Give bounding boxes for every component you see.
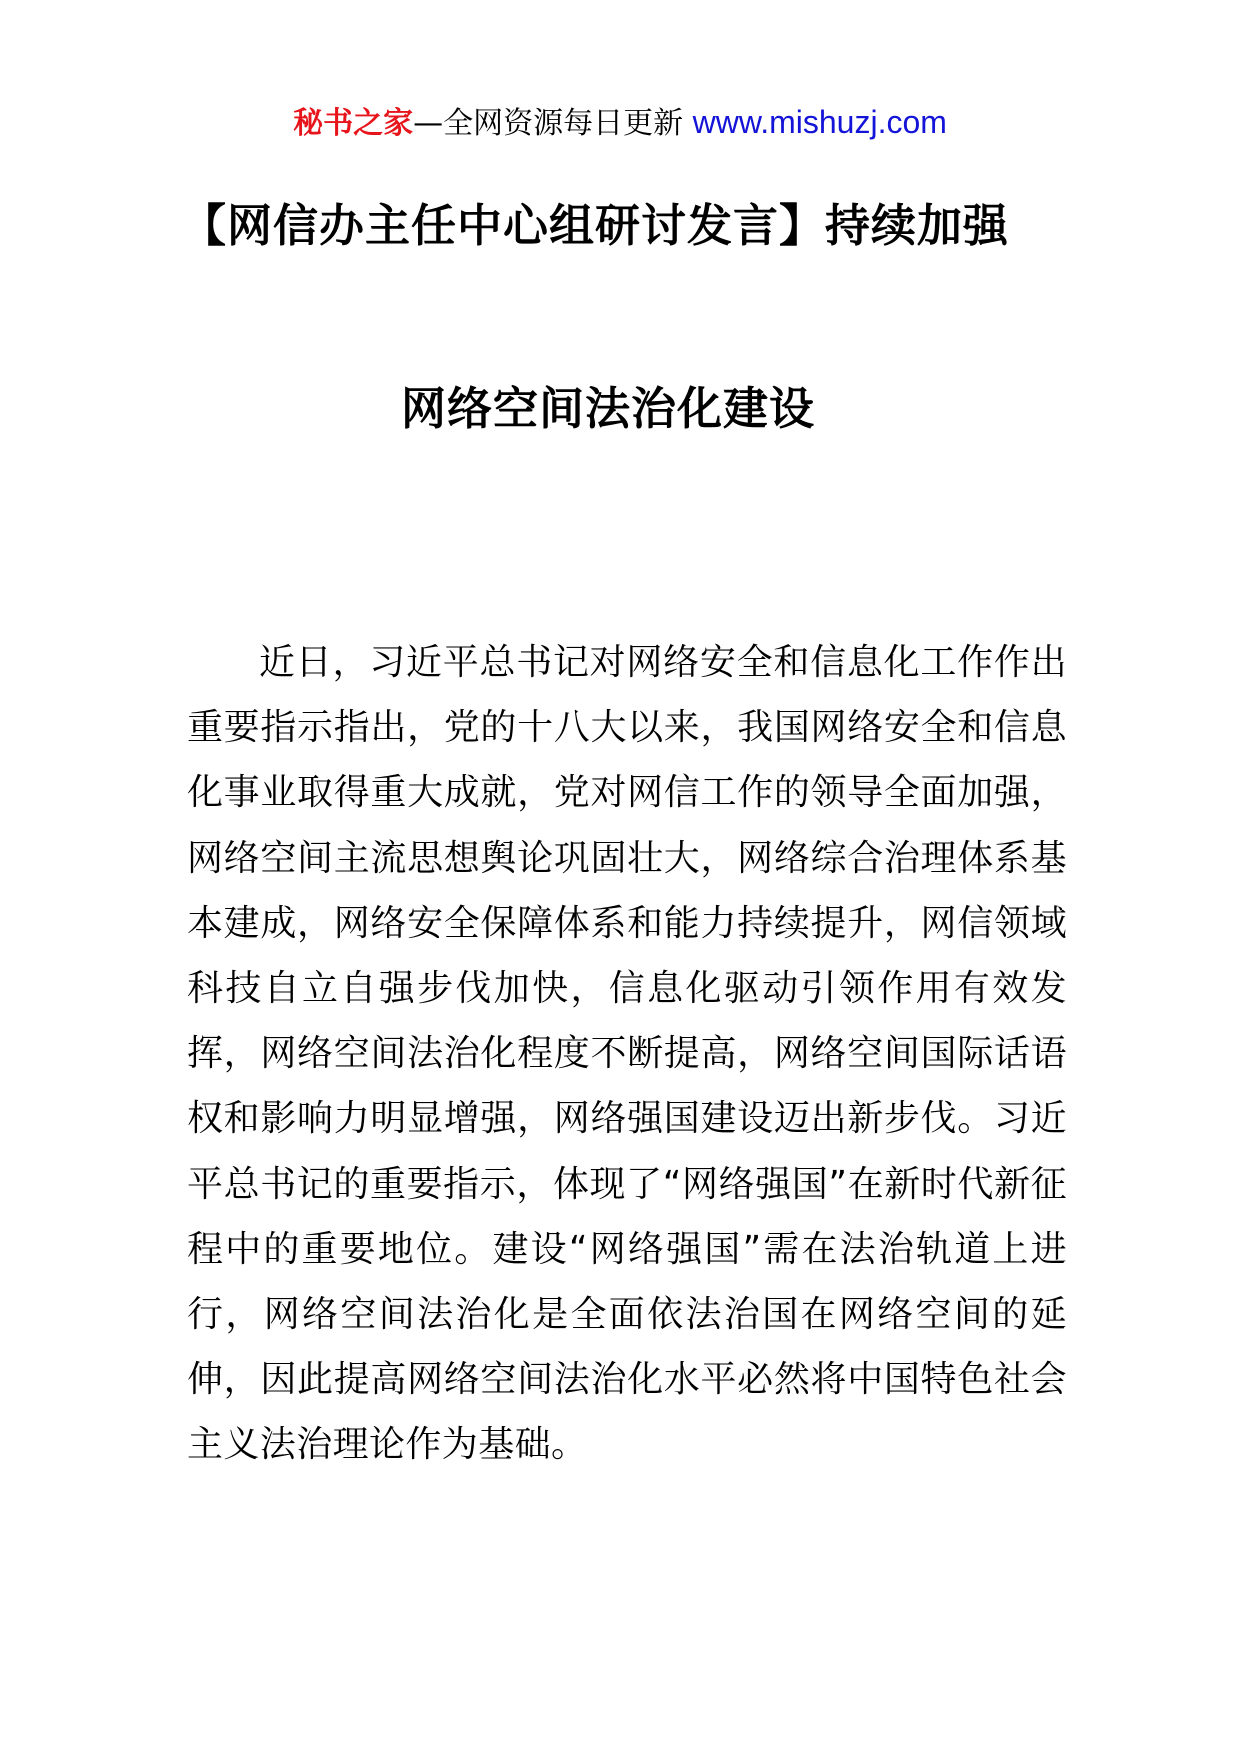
site-url-link[interactable]: www.mishuzj.com — [692, 104, 947, 140]
site-tagline: —全网资源每日更新 — [413, 106, 684, 141]
body-paragraph: 近日，习近平总书记对网络安全和信息化工作作出重要指示指出，党的十八大以来，我国网络安全和信息化事业取得重大成就，党对网信工作的领导全面加强，网络空间主流思想舆论巩固壮大，网络综合治理体系基本建成，网络安全保障体系和能力持续提升，网信领域科技自立自强步伐加快，信息化驱动引领作用有效发挥，网络空间法治化程度不断提高，网络空间国际话语权和影响力明显增强，网络强国建设迈出新步伐。习近平总书记的重要指示，体现了“网络强国”在新时代新征程中的重要地位。建设“网络强国”需在法治轨道上进行，网络空间法治化是全面依法治国在网络空间的延伸，因此提高网络空间法治化水平必然将中国特色社会主义法治理论作为基础。 — [187, 642, 1067, 1466]
document-title-line-2: 网络空间法治化建设 — [400, 382, 815, 435]
site-header — [0, 102, 1240, 144]
document-title-line-1: 【网信办主任中心组研讨发言】持续加强 — [180, 199, 1009, 252]
site-brand-name: 秘书之家 — [293, 106, 414, 141]
